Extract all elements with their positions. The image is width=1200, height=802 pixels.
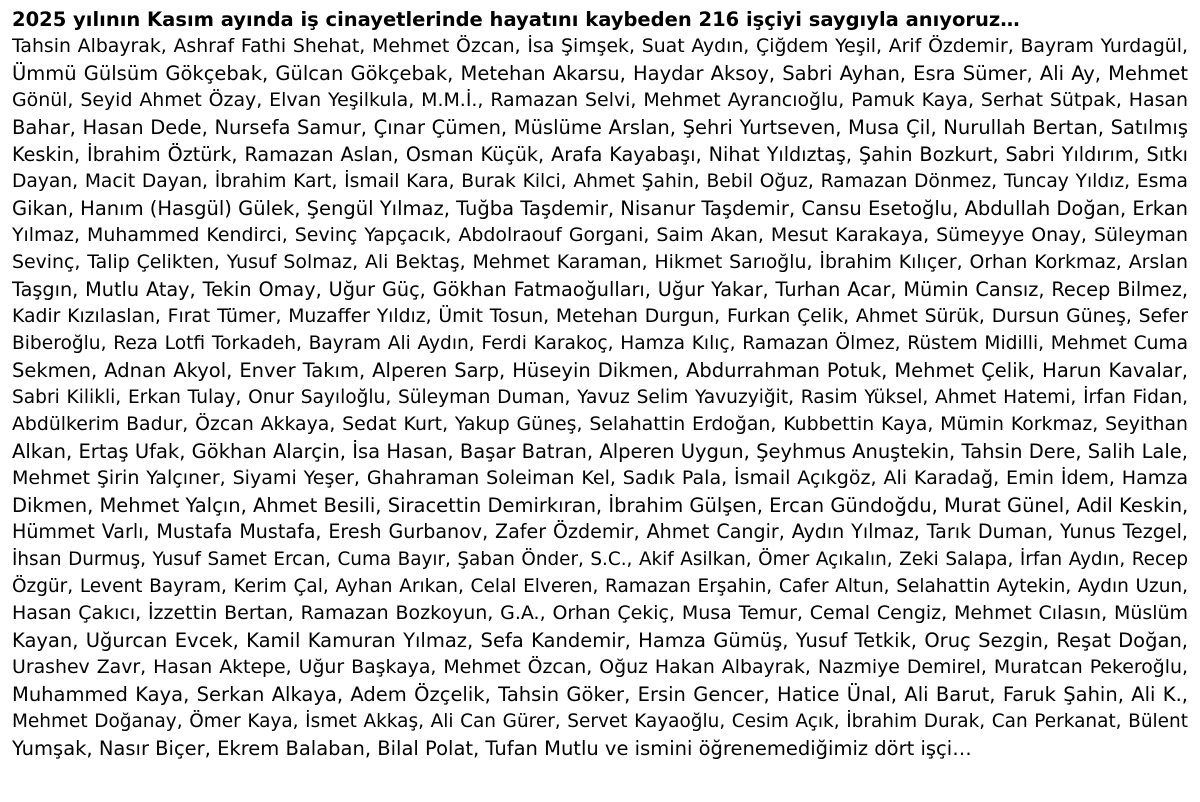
names-line: Alkan, Ertaş Ufak, Gökhan Alarçin, İsa Hasan, Başar Batran, Alperen Uygun, Şeyhmus Anuştekin, Tahsin Dere, Salih Lale, xyxy=(12,440,1188,463)
names-line-last: Yumşak, Nasır Biçer, Ekrem Balaban, Bilal Polat, Tufan Mutlu ve ismini öğrenemediğimiz dört işçi… xyxy=(12,737,972,760)
names-line: Tahsin Albayrak, Ashraf Fathi Shehat, Mehmet Özcan, İsa Şimşek, Suat Aydın, Çiğdem Yeşil, Arif Özdemir, Bayram Yurdagül, xyxy=(12,35,1188,57)
names-line: Abdülkerim Badur, Özcan Akkaya, Sedat Kurt, Yakup Güneş, Selahattin Erdoğan, Kubbettin Kaya, Mümin Korkmaz, Seyithan xyxy=(12,413,1188,435)
names-line: Sekmen, Adnan Akyol, Enver Takım, Alperen Sarp, Hüseyin Dikmen, Abdurrahman Potuk, Mehmet Çelik, Harun Kavalar, xyxy=(12,359,1188,382)
names-line: Bahar, Hasan Dede, Nursefa Samur, Çınar Çümen, Müslüme Arslan, Şehri Yurtseven, Musa Çil, Nurullah Bertan, Satılmış xyxy=(12,116,1188,139)
names-line: Keskin, İbrahim Öztürk, Ramazan Aslan, Osman Küçük, Arafa Kayabaşı, Nihat Yıldıztaş, Şahin Bozkurt, Sabri Yıldırım, Sıtkı xyxy=(12,143,1188,166)
names-line: Ümmü Gülsüm Gökçebak, Gülcan Gökçebak, Metehan Akarsu, Haydar Aksoy, Sabri Ayhan, Esra Sümer, Ali Ay, Mehmet xyxy=(12,62,1188,85)
names-line: Mehmet Doğanay, Ömer Kaya, İsmet Akkaş, Ali Can Gürer, Servet Kayaoğlu, Cesim Açık, İbrahim Durak, Can Perkanat, Bülent xyxy=(12,711,1188,732)
names-line: Özgür, Levent Bayram, Kerim Çal, Ayhan Arıkan, Celal Elveren, Ramazan Erşahin, Cafer Altun, Selahattin Aytekin, Aydın Uzun, xyxy=(12,576,1188,597)
names-line: Taşgın, Mutlu Atay, Tekin Omay, Uğur Güç, Gökhan Fatmaoğulları, Uğur Yakar, Turhan Acar, Mümin Cansız, Recep Bilmez, xyxy=(12,278,1188,301)
names-line: Kayan, Uğurcan Evcek, Kamil Kamuran Yılmaz, Sefa Kandemir, Hamza Gümüş, Yusuf Tetkik, Oruç Sezgin, Reşat Doğan, xyxy=(12,629,1188,652)
names-line: Kadir Kızılaslan, Fırat Tümer, Muzaffer Yıldız, Ümit Tosun, Metehan Durgun, Furkan Çelik, Ahmet Sürük, Dursun Güneş, Sefer xyxy=(12,306,1188,327)
names-line: Muhammed Kaya, Serkan Alkaya, Adem Özçelik, Tahsin Göker, Ersin Gencer, Hatice Ünal, Ali Barut, Faruk Şahin, Ali K., xyxy=(12,683,1188,706)
names-line: Yılmaz, Muhammed Kendirci, Sevinç Yapçacık, Abdolraouf Gorgani, Saim Akan, Mesut Karakaya, Sümeyye Onay, Süleyman xyxy=(12,224,1188,246)
names-line: Sevinç, Talip Çelikten, Yusuf Solmaz, Ali Bektaş, Mehmet Karaman, Hikmet Sarıoğlu, İbrahim Kılıçer, Orhan Korkmaz, Arslan xyxy=(12,251,1188,273)
names-line: Urashev Zavr, Hasan Aktepe, Uğur Başkaya, Mehmet Özcan, Oğuz Hakan Albayrak, Nazmiye Demirel, Muratcan Pekeroğlu, xyxy=(12,656,1188,678)
names-line: İhsan Durmuş, Yusuf Samet Ercan, Cuma Bayır, Şaban Önder, S.C., Akif Asilkan, Ömer Açıkalın, Zeki Salapa, İrfan Aydın, Recep xyxy=(12,549,1188,570)
names-line: Dikmen, Mehmet Yalçın, Ahmet Besili, Siracettin Demirkıran, İbrahim Gülşen, Ercan Gündoğdu, Murat Günel, Adil Keskin, xyxy=(12,494,1189,517)
names-line: Dayan, Macit Dayan, İbrahim Kart, İsmail Kara, Burak Kilci, Ahmet Şahin, Bebil Oğuz, Ramazan Dönmez, Tuncay Yıldız, Esma xyxy=(12,171,1188,192)
memorial-heading: 2025 yılının Kasım ayında iş cinayetlerinde hayatını kaybeden 216 işçiyi saygıyla anıyoruz… xyxy=(12,8,1020,31)
names-line: Sabri Kilikli, Erkan Tulay, Onur Sayıloğlu, Süleyman Duman, Yavuz Selim Yavuzyiğit, Rasim Yüksel, Ahmet Hatemi, İrfan Fidan, xyxy=(12,387,1188,408)
names-paragraph xyxy=(12,33,1188,762)
names-line: Gönül, Seyid Ahmet Özay, Elvan Yeşilkula, M.M.İ., Ramazan Selvi, Mehmet Ayrancıoğlu, Pamuk Kaya, Serhat Sütpak, Hasan xyxy=(12,89,1188,111)
names-line: Biberoğlu, Reza Lotfi Torkadeh, Bayram Ali Aydın, Ferdi Karakoç, Hamza Kılıç, Ramazan Ölmez, Rüstem Midilli, Mehmet Cuma xyxy=(12,333,1188,354)
names-line: Hümmet Varlı, Mustafa Mustafa, Eresh Gurbanov, Zafer Özdemir, Ahmet Cangir, Aydın Yılmaz, Tarık Duman, Yunus Tezgel, xyxy=(12,521,1188,543)
names-line: Hasan Çakıcı, İzzettin Bertan, Ramazan Bozkoyun, G.A., Orhan Çekiç, Musa Temur, Cemal Cengiz, Mehmet Cılasın, Müslüm xyxy=(12,602,1188,624)
names-line: Gikan, Hanım (Hasgül) Gülek, Şengül Yılmaz, Tuğba Taşdemir, Nisanur Taşdemir, Cansu Esetoğlu, Abdullah Doğan, Erkan xyxy=(12,197,1189,220)
names-line: Mehmet Şirin Yalçıner, Siyami Yeşer, Ghahraman Soleiman Kel, Sadık Pala, İsmail Açıkgöz, Ali Karadağ, Emin İdem, Hamza xyxy=(12,467,1188,489)
